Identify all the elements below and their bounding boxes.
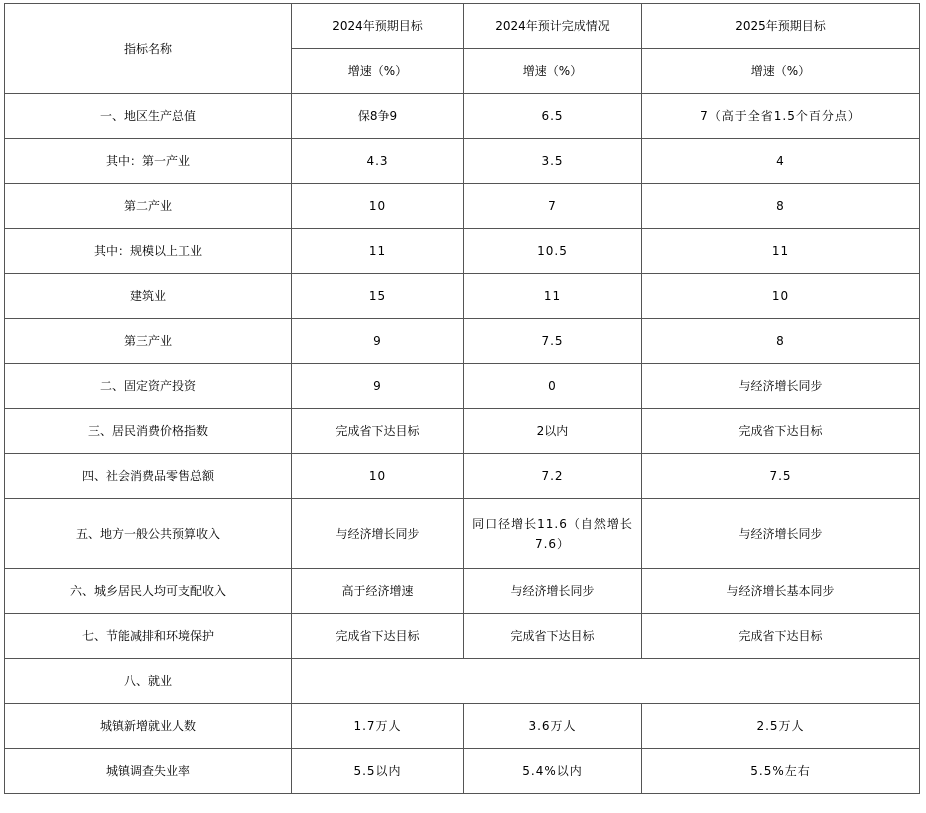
cell-2025-target: 完成省下达目标 (642, 614, 920, 659)
table-row (5, 319, 920, 364)
cell-2024-actual: 完成省下达目标 (464, 614, 642, 659)
cell-2025-target: 4 (642, 139, 920, 184)
employment-section-blank (292, 659, 920, 704)
employment-section-label: 八、就业 (5, 659, 292, 704)
row-name: 城镇调查失业率 (5, 749, 292, 794)
table-row (5, 749, 920, 794)
cell-2024-target: 9 (292, 364, 464, 409)
table-row (5, 229, 920, 274)
cell-2025-target: 7.5 (642, 454, 920, 499)
cell-2024-actual: 7.5 (464, 319, 642, 364)
cell-2024-target: 15 (292, 274, 464, 319)
cell-2024-target: 完成省下达目标 (292, 614, 464, 659)
cell-2024-actual: 0 (464, 364, 642, 409)
table-row (5, 409, 920, 454)
cell-2024-target: 9 (292, 319, 464, 364)
cell-2025-target: 8 (642, 319, 920, 364)
cell-2024-target: 高于经济增速 (292, 569, 464, 614)
unit-label: 增速（%） (464, 49, 642, 94)
row-name: 一、地区生产总值 (5, 94, 292, 139)
cell-2024-actual: 与经济增长同步 (464, 569, 642, 614)
unit-label: 增速（%） (642, 49, 920, 94)
unit-label: 增速（%） (292, 49, 464, 94)
cell-2024-target: 4.3 (292, 139, 464, 184)
row-name: 三、居民消费价格指数 (5, 409, 292, 454)
cell-2025-target: 5.5%左右 (642, 749, 920, 794)
row-name: 城镇新增就业人数 (5, 704, 292, 749)
cell-2025-target: 11 (642, 229, 920, 274)
cell-2025-target: 10 (642, 274, 920, 319)
cell-2024-target: 与经济增长同步 (292, 499, 464, 569)
row-name: 其中：规模以上工业 (5, 229, 292, 274)
cell-2025-target: 与经济增长基本同步 (642, 569, 920, 614)
header-row (5, 4, 920, 49)
cell-2025-target: 完成省下达目标 (642, 409, 920, 454)
employment-section-row (5, 659, 920, 704)
cell-2024-target: 10 (292, 184, 464, 229)
indicator-name-header: 指标名称 (5, 4, 292, 94)
table-row (5, 499, 920, 569)
table-row (5, 614, 920, 659)
row-name: 四、社会消费品零售总额 (5, 454, 292, 499)
cell-2024-target: 11 (292, 229, 464, 274)
cell-2024-actual: 7 (464, 184, 642, 229)
cell-2024-target: 完成省下达目标 (292, 409, 464, 454)
cell-2025-target: 8 (642, 184, 920, 229)
cell-2024-actual: 3.6万人 (464, 704, 642, 749)
cell-2025-target: 2.5万人 (642, 704, 920, 749)
row-name: 建筑业 (5, 274, 292, 319)
table-row (5, 184, 920, 229)
header-2024-target: 2024年预期目标 (292, 4, 464, 49)
row-name: 二、固定资产投资 (5, 364, 292, 409)
cell-2024-actual: 6.5 (464, 94, 642, 139)
row-name: 五、地方一般公共预算收入 (5, 499, 292, 569)
row-name: 第二产业 (5, 184, 292, 229)
cell-2025-target: 与经济增长同步 (642, 364, 920, 409)
row-name: 其中：第一产业 (5, 139, 292, 184)
cell-2024-actual: 7.2 (464, 454, 642, 499)
cell-2024-actual: 同口径增长11.6（自然增长7.6） (464, 499, 642, 569)
row-name: 六、城乡居民人均可支配收入 (5, 569, 292, 614)
cell-2024-target: 10 (292, 454, 464, 499)
cell-2024-target: 5.5以内 (292, 749, 464, 794)
cell-2024-target: 1.7万人 (292, 704, 464, 749)
row-name: 七、节能减排和环境保护 (5, 614, 292, 659)
cell-2025-target: 与经济增长同步 (642, 499, 920, 569)
table-row (5, 704, 920, 749)
cell-2024-target: 保8争9 (292, 94, 464, 139)
table-row (5, 94, 920, 139)
cell-2025-target: 7（高于全省1.5个百分点） (642, 94, 920, 139)
cell-2024-actual: 5.4%以内 (464, 749, 642, 794)
indicator-table (4, 3, 920, 794)
table-row (5, 139, 920, 184)
cell-2024-actual: 10.5 (464, 229, 642, 274)
table-row (5, 364, 920, 409)
table-row (5, 569, 920, 614)
cell-2024-actual: 11 (464, 274, 642, 319)
cell-2024-actual: 2以内 (464, 409, 642, 454)
table-row (5, 454, 920, 499)
row-name: 第三产业 (5, 319, 292, 364)
header-2024-actual: 2024年预计完成情况 (464, 4, 642, 49)
header-2025-target: 2025年预期目标 (642, 4, 920, 49)
cell-2024-actual: 3.5 (464, 139, 642, 184)
table-row (5, 274, 920, 319)
